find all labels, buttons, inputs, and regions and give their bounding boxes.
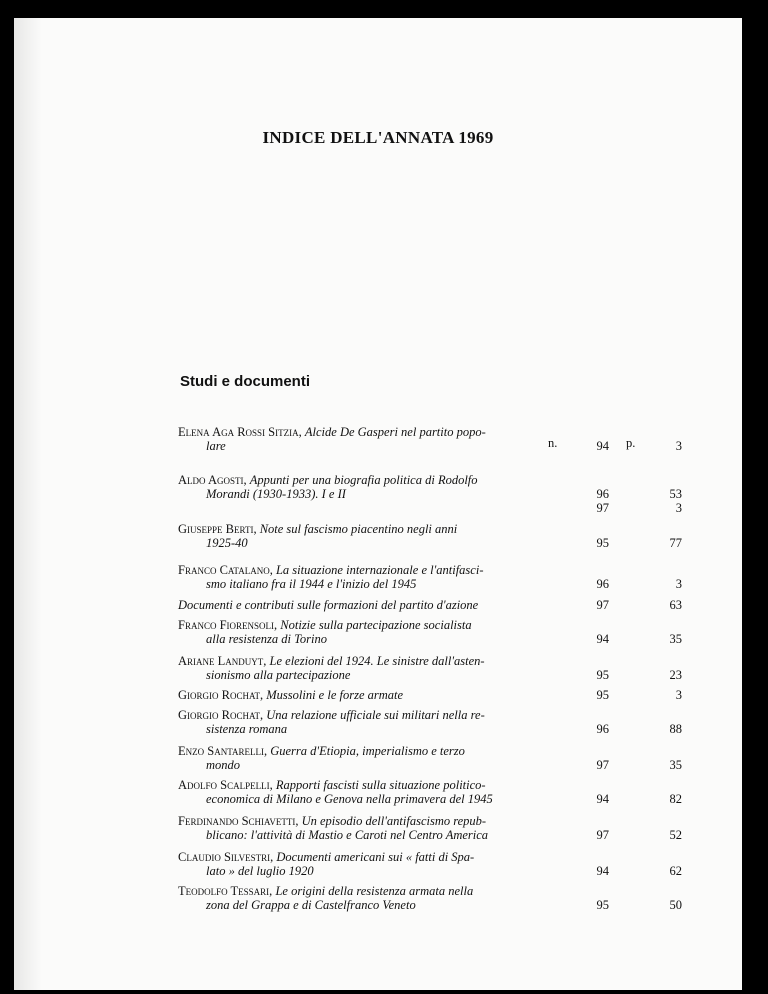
entry-title: Documenti americani sui « fatti di Spa- [276,850,475,864]
entry-title: Notizie sulla partecipazione socialista [280,618,472,632]
entry-title-continuation: sistenza romana [206,722,288,736]
issue-number: 94 [596,792,609,806]
entry-author: Franco Catalano, [178,563,273,577]
entry-title-continuation: economica di Milano e Genova nella primavera del 1945 [206,792,493,806]
entry-title: Mussolini e le forze armate [266,688,404,702]
page-number: 82 [669,792,682,806]
issue-number: 97 [596,501,609,515]
entry-title-continuation: zona del Grappa e di Castelfranco Veneto [206,898,416,912]
index-entry [178,425,570,453]
entry-title-continuation: mondo [206,758,241,772]
index-entry [178,618,570,646]
entry-first-line [178,688,570,702]
entry-author: Aldo Agosti, [178,473,247,487]
issue-number: 96 [596,487,609,501]
page-number: 3 [675,439,682,453]
issue-number: 94 [596,864,609,878]
entry-author: Ferdinando Schiavetti, [178,814,299,828]
entry-first-line [178,884,570,898]
entry-title: Appunti per una biografia politica di Rodolfo [249,473,478,487]
page-number: 62 [669,864,682,878]
entry-title-continuation: alla resistenza di Torino [206,632,327,646]
page-number: 63 [669,598,682,612]
issue-number: 95 [596,688,609,702]
issue-number: 96 [596,577,609,591]
entry-title: Le origini della resistenza armata nella [275,884,474,898]
page-number: 3 [675,577,682,591]
section-heading: Studi e documenti [180,373,311,390]
issue-number: 95 [596,668,609,682]
entry-author: Franco Fiorensoli, [178,618,278,632]
document-page [14,18,742,990]
page-number: 52 [669,828,682,842]
entry-title-continuation: Morandi (1930-1933). I e II [206,487,346,501]
entry-first-line [178,814,570,828]
entry-author: Elena Aga Rossi Sitzia, [178,425,302,439]
page-label: p. [626,436,636,450]
issue-number: 94 [596,632,609,646]
page-number: 23 [669,668,682,682]
issue-number: 94 [596,439,609,453]
issue-number: 97 [596,758,609,772]
entry-title: Rapporti fascisti sulla situazione politico- [275,778,486,792]
scan-shadow [14,18,42,990]
index-entry [178,708,570,736]
index-entry [178,598,570,612]
index-entry [178,884,570,912]
entry-title: Le elezioni del 1924. Le sinistre dall'asten- [269,654,485,668]
entry-first-line [178,618,570,632]
index-entry [178,654,570,682]
issue-number: 97 [596,828,609,842]
entry-author: Giuseppe Berti, [178,522,257,536]
entry-title: Note sul fascismo piacentino negli anni [259,522,458,536]
page-number: 3 [675,501,682,515]
entry-title-continuation: sionismo alla partecipazione [206,668,351,682]
entry-author: Teodolfo Tessari, [178,884,273,898]
entry-title-continuation: lare [206,439,226,453]
page-title: INDICE DELL'ANNATA 1969 [262,128,494,147]
entry-title: Documenti e contributi sulle formazioni del partito d'azione [178,598,479,612]
page-number: 77 [669,536,682,550]
page-number: 88 [669,722,682,736]
entry-title: Un episodio dell'antifascismo repub- [301,814,487,828]
page-number: 3 [675,688,682,702]
entry-title: Alcide De Gasperi nel partito popo- [304,425,486,439]
issue-number: 96 [596,722,609,736]
index-entry [178,688,570,702]
entry-first-line [178,522,570,536]
entry-author: Giorgio Rochat, [178,688,264,702]
entry-first-line [178,425,570,439]
entry-title-continuation: lato » del luglio 1920 [206,864,314,878]
index-entry [178,850,570,878]
entry-first-line [178,744,570,758]
entry-first-line [178,473,570,487]
issue-number: 97 [596,598,609,612]
entry-title-continuation: blicano: l'attività di Mastio e Caroti nel Centro America [206,828,489,842]
issue-number-label: n. [548,436,558,450]
page-number: 35 [669,758,682,772]
entry-first-line [178,850,570,864]
entry-author: Ariane Landuyt, [178,654,267,668]
entry-first-line [178,778,570,792]
entry-author: Enzo Santarelli, [178,744,268,758]
issue-number: 95 [596,898,609,912]
page-number: 53 [669,487,682,501]
index-entry [178,473,570,501]
entry-title: La situazione internazionale e l'antifasci- [275,563,484,577]
entry-author: Claudio Silvestri, [178,850,274,864]
entry-first-line [178,563,570,577]
entry-first-line [178,708,570,722]
entry-first-line [178,654,570,668]
entry-author: Giorgio Rochat, [178,708,264,722]
index-entry [178,814,570,842]
issue-number: 95 [596,536,609,550]
page-number: 35 [669,632,682,646]
entry-title: Guerra d'Etiopia, imperialismo e terzo [270,744,465,758]
page-number: 50 [669,898,682,912]
entry-title: Una relazione ufficiale sui militari nella re- [266,708,485,722]
index-entry [178,778,570,806]
entry-author: Adolfo Scalpelli, [178,778,273,792]
index-entry [178,522,570,550]
entry-first-line [178,598,570,612]
entry-title-continuation: 1925-40 [206,536,248,550]
entry-title-continuation: smo italiano fra il 1944 e l'inizio del 1945 [206,577,417,591]
index-entry [178,744,570,772]
index-entry [178,563,570,591]
